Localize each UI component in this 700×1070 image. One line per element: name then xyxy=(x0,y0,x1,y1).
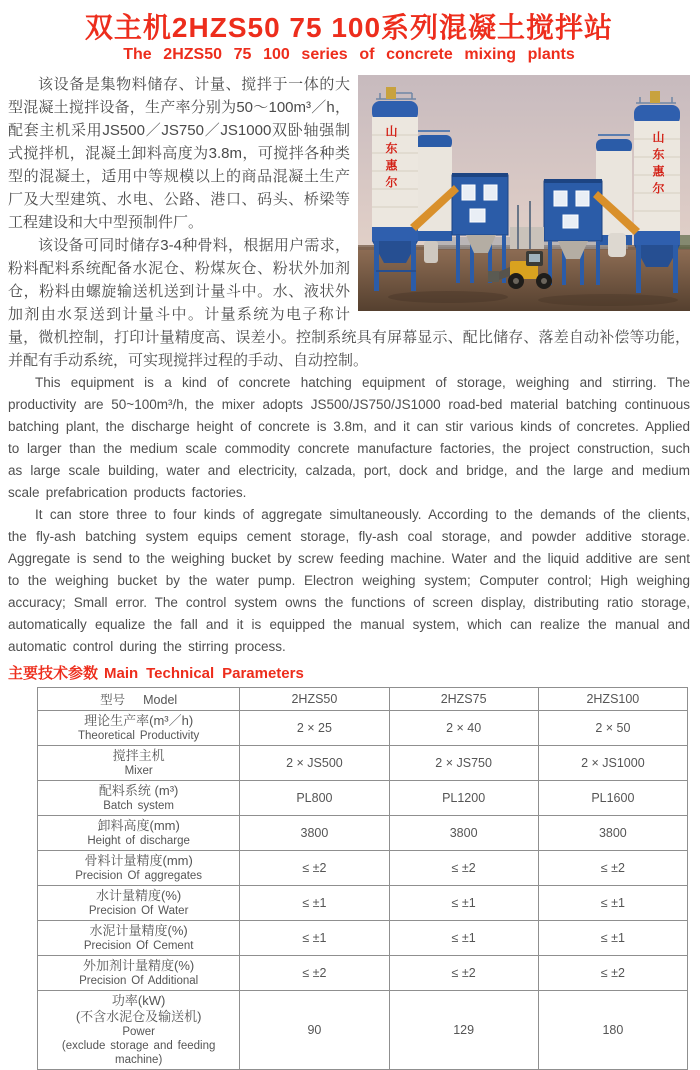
row-label-en: Precision Of Cement xyxy=(83,940,194,952)
row-label-cn: 功率(kW) xyxy=(111,993,166,1008)
page-subtitle: The 2HZS50 75 100 series of concrete mixing plants xyxy=(123,46,575,63)
spec-row-batch-system xyxy=(38,781,688,816)
row-label-en-2: (exclude storage and feeding machine) xyxy=(61,1040,216,1066)
row-label-cn: 水计量精度(%) xyxy=(96,888,182,903)
section-heading xyxy=(8,664,690,683)
row-label-cn: 卸料高度(mm) xyxy=(97,818,180,833)
spec-row-aggregate-precision xyxy=(38,851,688,886)
spec-value: ≤ ±1 xyxy=(389,886,538,921)
spec-value: ≤ ±2 xyxy=(538,851,687,886)
product-photo xyxy=(358,75,690,311)
row-label-en: Precision Of Additional xyxy=(79,975,199,987)
spec-value: ≤ ±1 xyxy=(538,921,687,956)
row-label-cn: 外加剂计量精度(%) xyxy=(83,958,195,973)
row-label-cn: 理论生产率(m³／h) xyxy=(84,713,194,728)
spec-value: 3800 xyxy=(240,816,389,851)
spec-table xyxy=(37,687,688,1070)
spec-value: 2 × 40 xyxy=(389,711,538,746)
row-label-en: Precision Of aggregates xyxy=(75,870,203,882)
spec-value: 3800 xyxy=(389,816,538,851)
model-2hzs75: 2HZS75 xyxy=(389,688,538,711)
spec-row-cement-precision xyxy=(38,921,688,956)
spec-value: ≤ ±2 xyxy=(538,956,687,991)
page-title: 双主机2HZS50 75 100系列混凝土搅拌站 xyxy=(84,12,614,43)
row-label-cn-2: (不含水泥仓及输送机) xyxy=(75,1009,202,1024)
model-label-cn: 型号 xyxy=(100,693,126,707)
plant-photo-illustration xyxy=(358,75,690,311)
spec-value: ≤ ±1 xyxy=(240,921,389,956)
row-label-cn: 配料系统 (m³) xyxy=(98,783,179,798)
section-heading-cn: 主要技术参数 xyxy=(8,665,99,682)
intro-paragraph-cn-1: 该设备是集物料储存、计量、搅拌于一体的大型混凝土搅拌设备，生产率分别为50～100m³／h，配套主机采用JS500／JS750／JS1000双卧轴强制式搅拌机，混凝土卸料高度为3.8m，可搅拌各种类型的混凝土，适用中等规模以上的商品混凝土生产厂及大型建筑、水电、公路、港口、码头、桥梁等工程建设和大中型预制件厂。 xyxy=(8,76,350,231)
model-header-cell xyxy=(38,688,240,711)
row-label-en: Height of discharge xyxy=(87,835,190,847)
spec-value: ≤ ±2 xyxy=(240,851,389,886)
spec-value: 2 × 25 xyxy=(240,711,389,746)
spec-value: PL800 xyxy=(240,781,389,816)
spec-value: 180 xyxy=(538,991,687,1070)
row-label-en: Batch system xyxy=(103,800,175,812)
silo-text-right: 山东惠尔 xyxy=(651,131,665,199)
spec-row-productivity xyxy=(38,711,688,746)
spec-row-discharge-height xyxy=(38,816,688,851)
row-label-en: Precision Of Water xyxy=(88,905,189,917)
intro-paragraph-cn-2: 该设备可同时储存3-4种骨料，根据用户需求，粉料配料系统配备水泥仓、粉煤灰仓、粉状外加剂仓，粉料由螺旋输送机送到计量斗中。水、液状外加剂由水泵送到计量斗中。计量系统为电子称计量，微机控制，打印计量精度高、误差小。控制系统具有屏幕显示、配比储存、落差自动补偿等功能，并配有手动系统，可实现搅拌过程的手动、自动控制。 xyxy=(8,237,690,369)
intro-section xyxy=(8,73,690,372)
row-label-cn: 水泥计量精度(%) xyxy=(89,923,188,938)
spec-value: 129 xyxy=(389,991,538,1070)
row-label-cn: 骨料计量精度(mm) xyxy=(84,853,193,868)
spec-row-mixer xyxy=(38,746,688,781)
row-label-en: Power xyxy=(122,1026,155,1038)
spec-value: PL1600 xyxy=(538,781,687,816)
row-label-en: Theoretical Productivity xyxy=(78,730,200,742)
spec-value: ≤ ±1 xyxy=(240,886,389,921)
intro-paragraph-en-2: It can store three to four kinds of aggregate simultaneously. According to the demands of the clients, the fly-ash batching system equips cement storage, fly-ash coal storage, and powder additive storage. Aggregate is send to the weighing bucket by screw feeding machine. Water and the liquid additive are sent to the weighing bucket by the water pump. Electron weighing system; Computer control; High weighing accuracy; Small error. The control system owns the functions of screen display, distributing ratio storage, automatically equalize the fall and it is equipped the manual system, which can realize the manual and automatic control during the stirring process. xyxy=(8,507,690,654)
spec-header-row xyxy=(38,688,688,711)
section-heading-en: Main Technical Parameters xyxy=(104,665,304,682)
spec-value: 2 × JS750 xyxy=(389,746,538,781)
model-2hzs100: 2HZS100 xyxy=(538,688,687,711)
spec-value: ≤ ±1 xyxy=(538,886,687,921)
spec-value: 2 × JS1000 xyxy=(538,746,687,781)
spec-value: ≤ ±2 xyxy=(389,956,538,991)
spec-value: ≤ ±2 xyxy=(240,956,389,991)
spec-value: ≤ ±2 xyxy=(389,851,538,886)
spec-value: 90 xyxy=(240,991,389,1070)
row-label-en: Mixer xyxy=(124,765,153,777)
spec-value: ≤ ±1 xyxy=(389,921,538,956)
model-2hzs50: 2HZS50 xyxy=(240,688,389,711)
row-label-cn: 搅拌主机 xyxy=(112,748,165,763)
silo-text-left: 山东惠尔 xyxy=(384,125,398,193)
spec-value: PL1200 xyxy=(389,781,538,816)
spec-value: 2 × JS500 xyxy=(240,746,389,781)
intro-paragraph-en-1: This equipment is a kind of concrete hatching equipment of storage, weighing and stirring. The productivity are 50~100m³/h, the mixer adopts JS500/JS750/JS1000 road-bed material batching continuous batching plant, the discharge height of concrete is 3.8m, and it can stir various kinds of concretes. Applied to larger than the medium scale commodity concrete manufacture factories, the project construction, such as large scale building, water and electricity, calzada, port, dock and bridge, and the large and medium scale prefabrication products factories. xyxy=(8,375,690,500)
spec-row-additive-precision xyxy=(38,956,688,991)
spec-value: 3800 xyxy=(538,816,687,851)
model-label-en: Model xyxy=(143,693,178,707)
spec-row-power xyxy=(38,991,688,1070)
spec-value: 2 × 50 xyxy=(538,711,687,746)
spec-row-water-precision xyxy=(38,886,688,921)
